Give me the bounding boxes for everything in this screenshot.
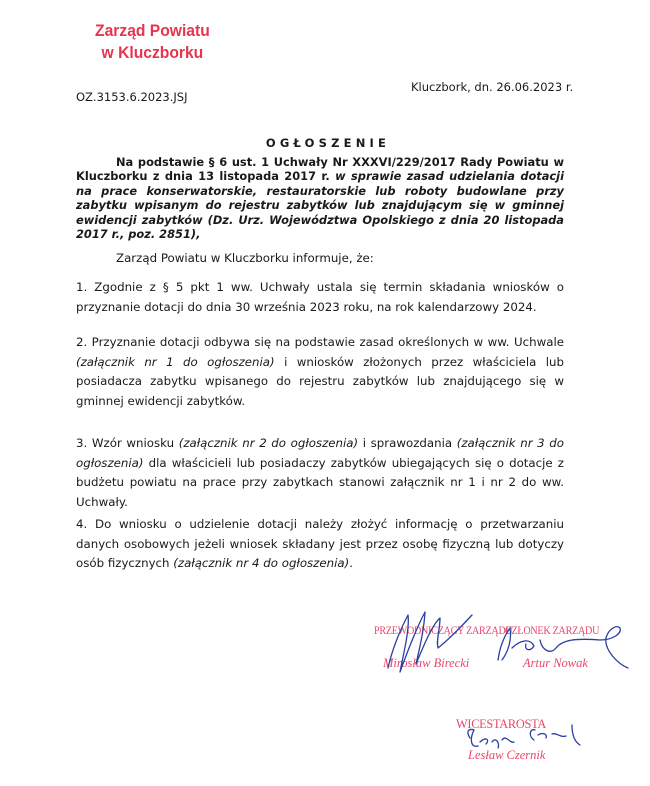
item-attachment-ref: (załącznik nr 3 do ogłoszenia): [76, 436, 564, 470]
item-attachment-ref: (załącznik nr 2 do ogłoszenia): [178, 436, 359, 450]
intro-italic: w sprawie zasad udzielania dotacji na prace konserwatorskie, restauratorskie lub roboty budowlane przy zabytku wpisanym do rejestru zabytków lub znajdującym się w gminnej ewidencji zabytków (Dz. Urz. Województwa Opolskiego z dnia 20 listopada 2017 r., poz. 2851),: [76, 169, 564, 242]
item-attachment-ref: (załącznik nr 4 do ogłoszenia): [173, 556, 350, 571]
place-date: Kluczbork, dn. 26.06.2023 r.: [411, 80, 574, 94]
item-text: i wniosków złożonych przez właściciela lub posiadacza zabytku wpisanego do rejestru zabytków lub znajdującego się w gminnej ewidencji zabytków.: [76, 354, 564, 409]
item-text: 4. Do wniosku o udzielenie dotacji należy złożyć informację o przetwarzaniu danych osobowych jeżeli wniosek składany jest przez osobę fizyczną lub dotyczy osób fizycznych: [76, 517, 564, 571]
organization-name-line1: Zarząd Powiatu: [95, 21, 210, 40]
signature-czernik-1: [468, 729, 514, 748]
signature-czernik-2: [530, 725, 580, 745]
document-title: OGŁOSZENIE: [265, 136, 391, 150]
stamp-name-vice-starost: Lesław Czernik: [468, 748, 546, 762]
item-text: .: [349, 556, 353, 571]
signature-nowak: [498, 627, 628, 668]
item-text: 3. Wzór wniosku: [76, 436, 179, 450]
item-text: 2. Przyznanie dotacji odbywa się na podstawie zasad określonych w ww. Uchwale: [76, 335, 564, 349]
stamp-role-chairman: PRZEWODNICZĄCY ZARZĄDU: [374, 625, 513, 637]
item-text: i sprawozdania: [358, 436, 457, 450]
stamp-role-vice-starost: WICESTAROSTA: [456, 716, 546, 731]
reference-number: OZ.3153.6.2023.JSJ: [76, 90, 188, 104]
organization-name-line2: w Kluczborku: [101, 43, 204, 62]
stamp-name-member: Artur Nowak: [523, 656, 588, 670]
signature-birecki: [388, 612, 472, 672]
stamp-role-member: CZŁONEK ZARZĄDU: [505, 625, 600, 637]
item-attachment-ref: (załącznik nr 1 do ogłoszenia): [76, 354, 275, 369]
item-text: 1. Zgodnie z § 5 pkt 1 ww. Uchwały ustala się termin składania wniosków o przyznanie dotacji do dnia 30 września 2023 roku, na rok kalendarzowy 2024.: [76, 280, 564, 314]
stamp-name-chairman: Mirosław Birecki: [383, 656, 470, 670]
intro-bold: Na podstawie § 6 ust. 1 Uchwały Nr XXXVI/229/2017 Rady Powiatu w Kluczborku z dnia 13 listopada 2017 r.: [76, 155, 564, 184]
inform-line: Zarząd Powiatu w Kluczborku informuje, że:: [116, 251, 374, 265]
item-text: dla właścicieli lub posiadaczy zabytków ubiegających się o dotacje z budżetu powiatu na prace przy zabytkach stanowi załącznik nr 1 i nr 2 do ww. Uchwały.: [76, 455, 564, 510]
